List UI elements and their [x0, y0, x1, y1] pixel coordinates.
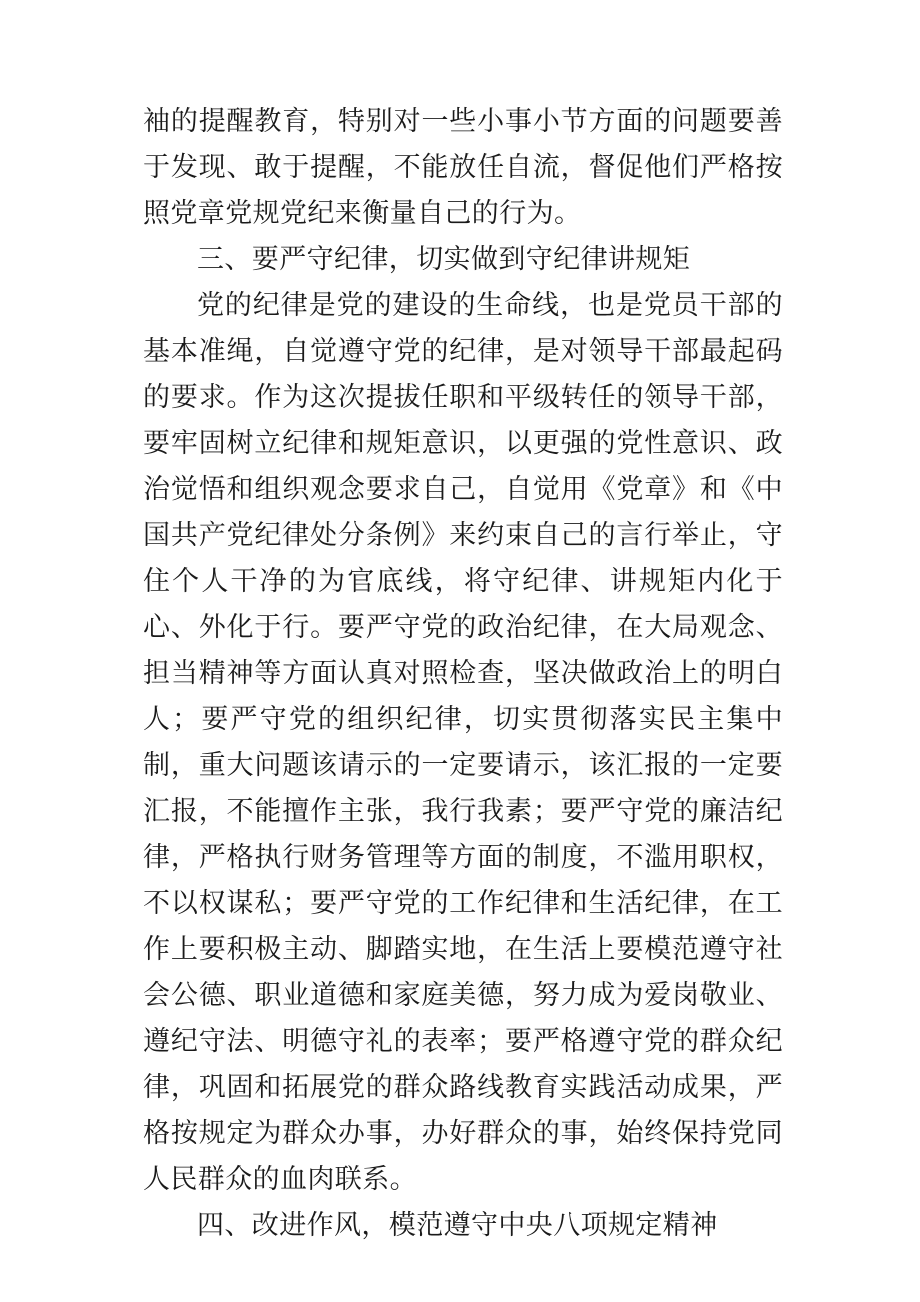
document-body — [143, 99, 783, 1249]
section-heading-four: 四、改进作风，模范遵守中央八项规定精神 — [197, 1210, 718, 1241]
paragraph-discipline: 党的纪律是党的建设的生命线，也是党员干部的基本准绳，自觉遵守党的纪律，是对领导干部最起码的要求。作为这次提拔任职和平级转任的领导干部，要牢固树立纪律和规矩意识，以更强的党性意识、政治觉悟和组织观念要求自己，自觉用《党章》和《中国共产党纪律处分条例》来约束自己的言行举止，守住个人干净的为官底线，将守纪律、讲规矩内化于心、外化于行。要严守党的政治纪律，在大局观念、担当精神等方面认真对照检查，坚决做政治上的明白人；要严守党的组织纪律，切实贯彻落实民主集中制，重大问题该请示的一定要请示，该汇报的一定要汇报，不能擅作主张，我行我素；要严守党的廉洁纪律，严格执行财务管理等方面的制度，不滥用职权，不以权谋私；要严守党的工作纪律和生活纪律，在工作上要积极主动、脚踏实地，在生活上要模范遵守社会公德、职业道德和家庭美德，努力成为爱岗敬业、遵纪守法、明德守礼的表率；要严格遵守党的群众纪律，巩固和拓展党的群众路线教育实践活动成果，严格按规定为群众办事，办好群众的事，始终保持党同人民群众的血肉联系。 — [143, 290, 783, 1195]
section-heading-three: 三、要严守纪律，切实做到守纪律讲规矩 — [197, 244, 691, 275]
paragraph-continuation: 袖的提醒教育，特别对一些小事小节方面的问题要善于发现、敢于提醒，不能放任自流，督促他们严格按照党章党规党纪来衡量自己的行为。 — [143, 106, 783, 229]
